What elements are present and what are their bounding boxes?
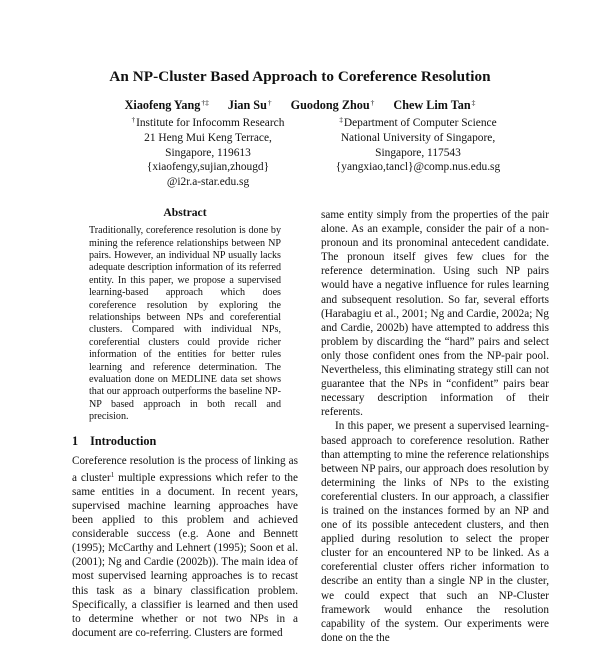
affiliation-email: {xiaofengy,sujian,zhougd} — [146, 161, 270, 174]
abstract-heading: Abstract — [163, 206, 207, 219]
affiliation-email: @i2r.a-star.edu.sg — [166, 176, 250, 189]
author-affiliation-mark: †‡ — [201, 98, 209, 107]
body-paragraph: same entity simply from the properties of the pair alone. As an example, consider the pair of a non-pronoun and its pronominal antecedent candidate. The pronoun itself gives few clues for the reference determination. Using such NP pairs would have a negative influence for rules learning and subsequent resolution. So far, several efforts (Harabagiu et al., 2001; Ng and Cardie, 2002a; Ng and Cardie, 2002b) have attempted to address this problem by discarding the “hard” pairs and select only those confident ones from the NP-pair pool. Nevertheless, this eliminating strategy still can not guarantee that the NPs in “confident” pairs bear necessary description information of their referents. — [321, 209, 549, 419]
affiliation-institution: Institute for Infocomm Research — [136, 117, 285, 129]
author-name: Chew Lim Tan — [393, 98, 471, 112]
body-paragraph: In this paper, we present a supervised learning-based approach to coreference resolution. Rather than attempting to mine the reference relationships between NP pairs, our approach does resolution by determining the links of NPs to the existing coreferential clusters. In our approach, a classifier is trained on the instances formed by an NP and one of its possible antecedent clusters, and then applied during resolution to select the proper cluster for an encountered NP to be linked. As a coreferential cluster offers richer information to describe an entity than a single NP in the cluster, we could expect that such an NP-Cluster framework would enhance the resolution capability of the system. Our experiments were done on the the — [321, 420, 549, 644]
author-name: Xiaofeng Yang — [124, 98, 201, 112]
abstract-text: Traditionally, coreference resolution is done by mining the reference relationships between NP pairs. However, an individual NP usually lacks adequate description information of its referred entity. In this paper, we propose a supervised learning-based approach which does coreference resolution by exploring the relationships between NPs and coreferential clusters. Compared with individual NPs, coreferential clusters could provide richer information of the entities for better rules learning and reference determination. The evaluation done on MEDLINE data set shows that our approach outperforms the baseline NP-NP based approach in both recall and precision. — [89, 225, 281, 423]
paragraph-text: multiple expressions which refer to the same entities in a document. In recent years, supervised machine learning approaches have been applied to this problem and achieved considerable success (e.g. Aone and Bennett (1995); McCarthy and Lehnert (1995); Soon et al. (2001); Ng and Cardie (2002b)). The main idea of most supervised learning approaches is to recast this task as a binary classification problem. Specifically, a classifier is learned and then used to determine whether or not two NPs in a document are co-referring. Clusters are formed — [72, 471, 298, 639]
author — [228, 98, 272, 112]
section-title: Introduction — [90, 433, 157, 448]
author — [125, 98, 209, 112]
affiliation-line: National University of Singapore, — [340, 131, 496, 144]
affiliation-email: {yangxiao,tancl}@comp.nus.edu.sg — [335, 161, 501, 174]
affiliation-institution: Department of Computer Science — [343, 117, 497, 129]
author-name: Jian Su — [227, 98, 267, 112]
affiliation-mark: † — [131, 116, 136, 124]
section-number: 1 — [72, 433, 79, 448]
author-name: Guodong Zhou — [290, 98, 370, 112]
affiliation-line: 21 Heng Mui Keng Terrace, — [144, 131, 272, 144]
paper-title: An NP-Cluster Based Approach to Coreference Resolution — [109, 68, 491, 85]
left-column — [72, 206, 298, 640]
affiliation-mark: ‡ — [339, 116, 343, 124]
affiliation-line: Singapore, 119613 — [165, 146, 251, 159]
right-column — [321, 208, 549, 645]
author — [393, 98, 475, 112]
affiliation-right — [316, 113, 520, 175]
author-affiliation-mark: † — [370, 98, 375, 107]
paragraph-text: Coreference resolution is the process of linking as a cluster — [72, 454, 298, 484]
footnote-mark: 1 — [110, 470, 115, 479]
author-affiliation-mark: † — [267, 98, 272, 107]
affiliation-left — [108, 113, 308, 190]
affiliation-line: Singapore, 117543 — [375, 146, 461, 159]
affiliation-line — [108, 113, 308, 131]
author-list — [0, 98, 600, 113]
author-affiliation-mark: ‡ — [471, 98, 476, 107]
author — [291, 98, 375, 112]
affiliation-line — [316, 113, 520, 131]
section-heading — [72, 434, 298, 448]
intro-paragraph — [72, 454, 298, 640]
